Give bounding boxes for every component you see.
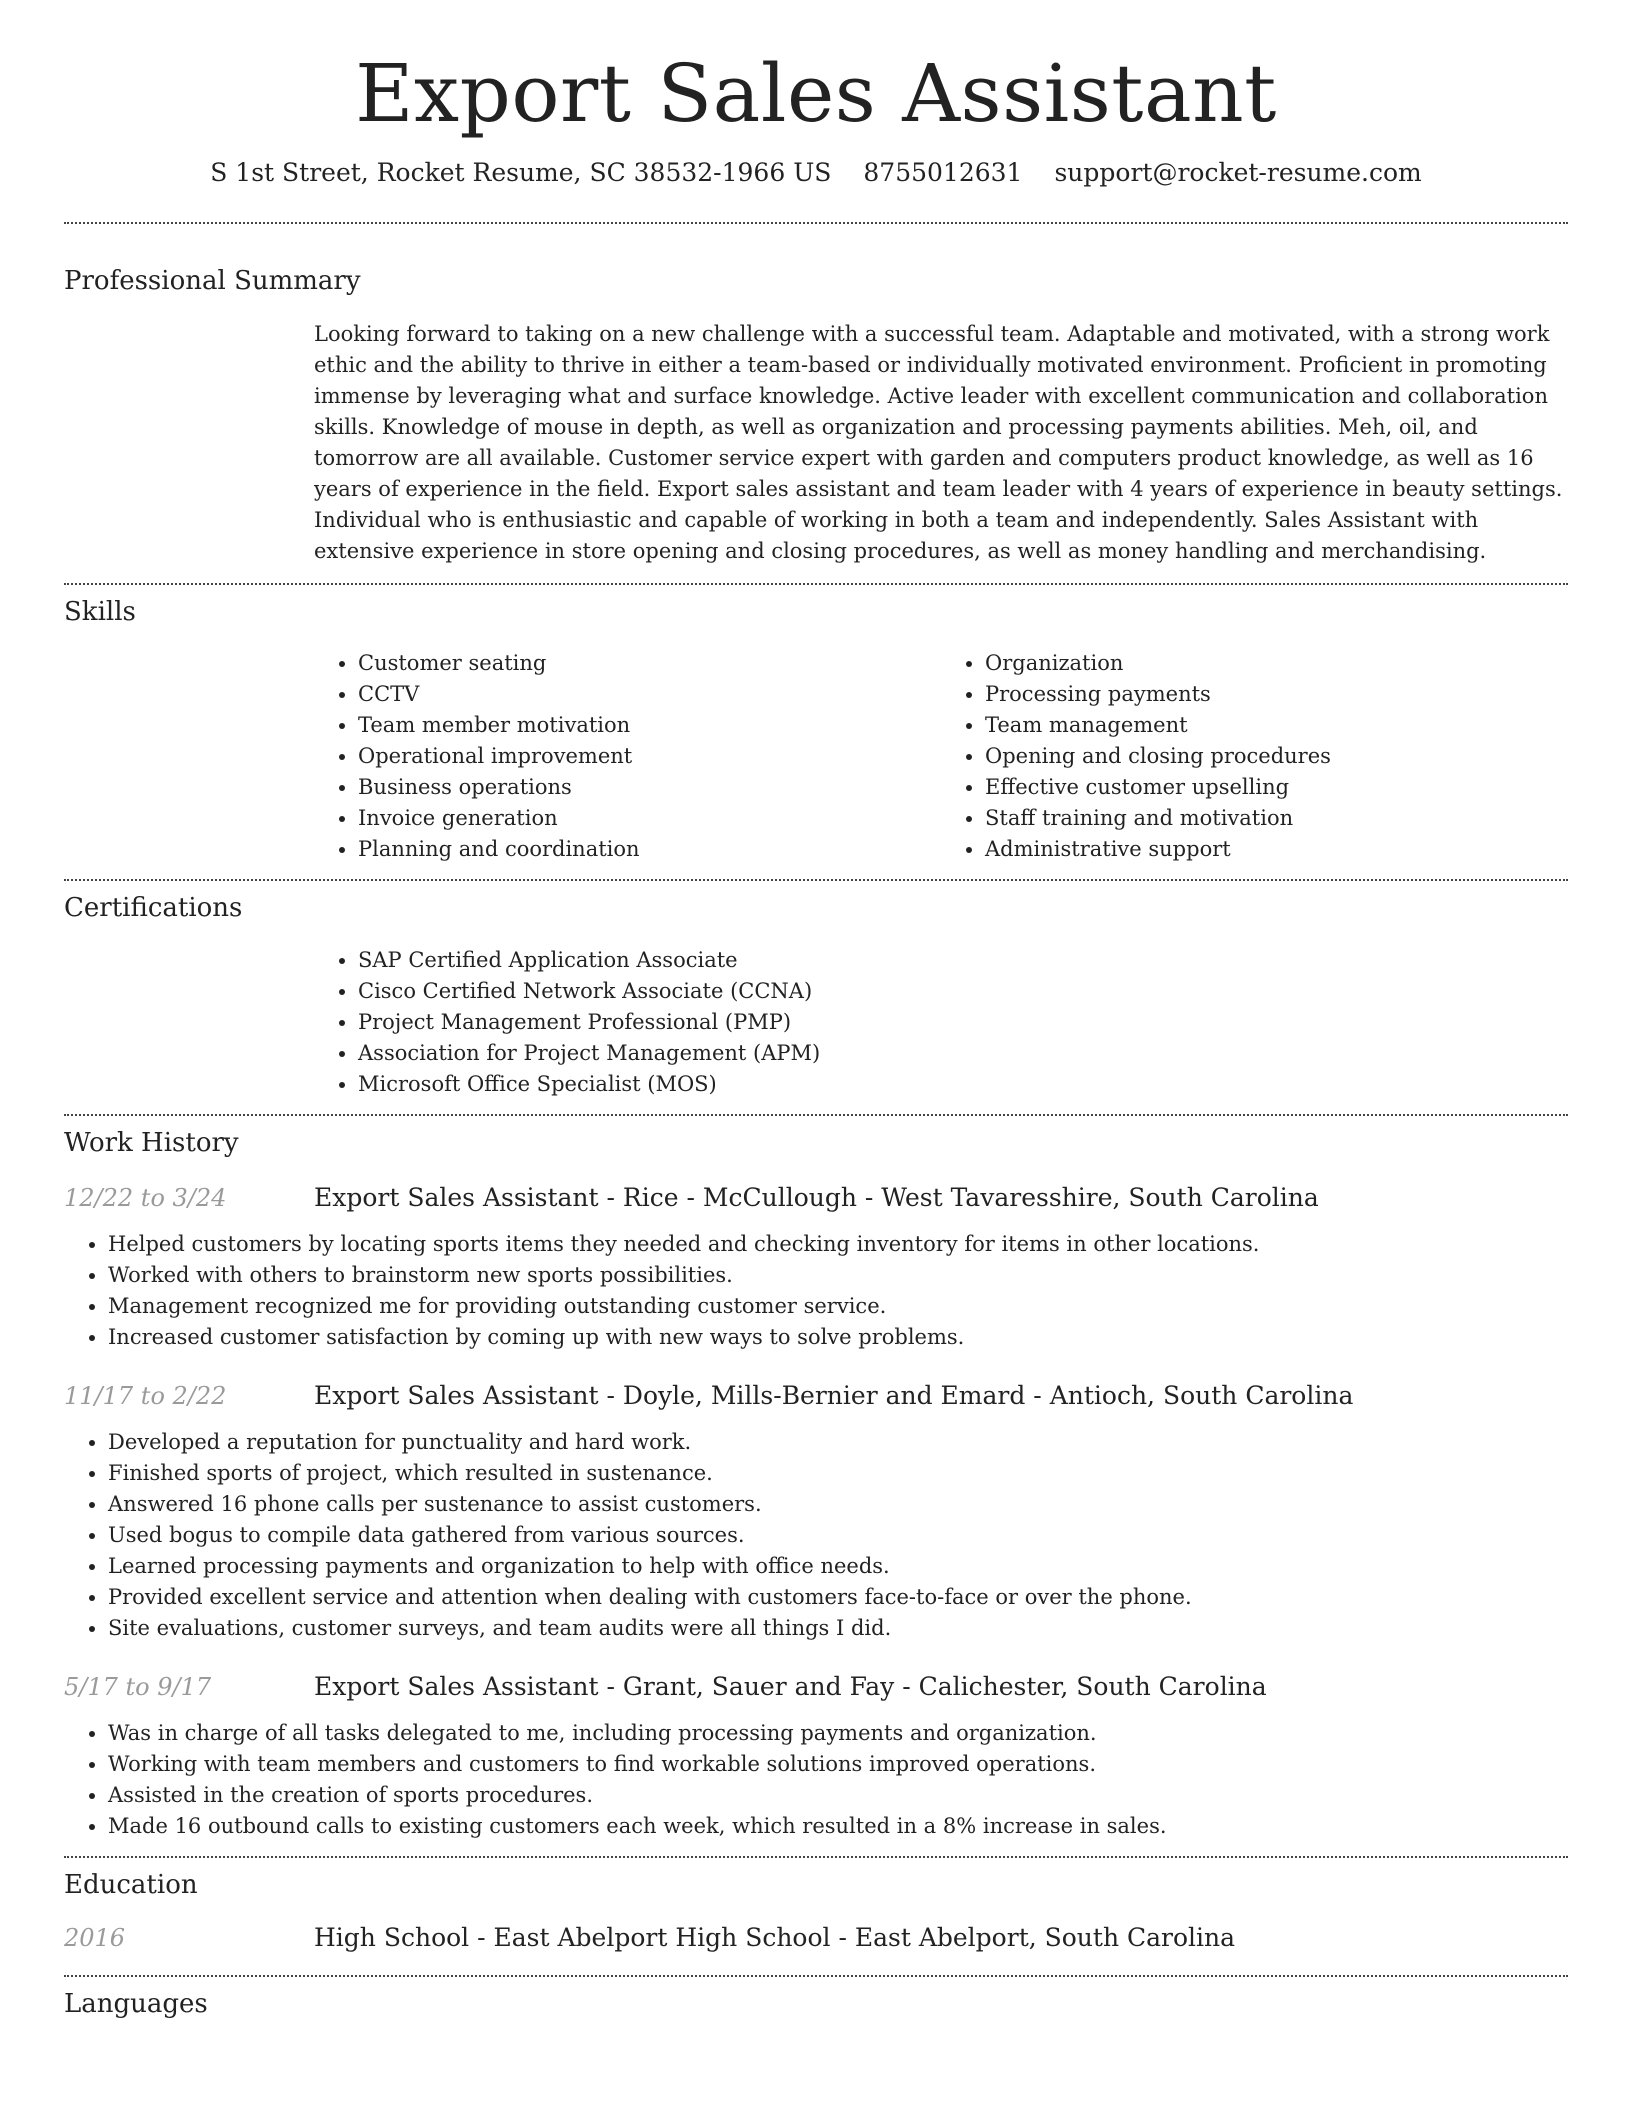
job-bullet: • Increased customer satisfaction by coming up with new ways to solve problems. (108, 1322, 1568, 1353)
contact-line (64, 158, 1568, 188)
education-title: High School - East Abelport High School - East Abelport, South Carolina (314, 1922, 1236, 1952)
certifications-list (314, 945, 1568, 1100)
skill-item: • Team management (985, 710, 1568, 741)
job-bullet: • Assisted in the creation of sports procedures. (108, 1780, 1568, 1811)
section-title-work-history: Work History (64, 1127, 239, 1158)
summary-body (314, 319, 1568, 567)
certification-item: • Association for Project Management (APM) (358, 1038, 1568, 1069)
job-dates: 11/17 to 2/22 (64, 1381, 227, 1410)
skill-item: • Team member motivation (358, 710, 941, 741)
job-bullet: • Made 16 outbound calls to existing customers each week, which resulted in a 8% increase in sales. (108, 1811, 1568, 1842)
job-entry (64, 1381, 1568, 1644)
job-bullet: • Was in charge of all tasks delegated to me, including processing payments and organization. (108, 1718, 1568, 1749)
job-header (64, 1672, 1568, 1702)
job-entry (64, 1672, 1568, 1842)
job-bullet: • Used bogus to compile data gathered from various sources. (108, 1520, 1568, 1551)
contact-address: S 1st Street, Rocket Resume, SC 38532-1966 US (210, 158, 832, 187)
job-bullet: • Finished sports of project, which resulted in sustenance. (108, 1458, 1568, 1489)
job-bullet: • Worked with others to brainstorm new sports possibilities. (108, 1260, 1568, 1291)
certification-item: • Cisco Certified Network Associate (CCNA) (358, 976, 1568, 1007)
job-bullet: • Management recognized me for providing outstanding customer service. (108, 1291, 1568, 1322)
skill-item: • CCTV (358, 679, 941, 710)
job-title: Export Sales Assistant - Grant, Sauer and Fay - Calichester, South Carolina (314, 1671, 1267, 1701)
job-header (64, 1183, 1568, 1213)
job-bullets (64, 1229, 1568, 1353)
section-title-education: Education (64, 1869, 198, 1900)
skill-item: • Effective customer upselling (985, 772, 1568, 803)
certifications-section (64, 881, 1568, 1099)
work-history-section (64, 1116, 1568, 1842)
section-title-skills: Skills (64, 597, 136, 628)
contact-email: support@rocket-resume.com (1054, 158, 1422, 187)
job-bullets (64, 1718, 1568, 1842)
job-bullet: • Learned processing payments and organization to help with office needs. (108, 1551, 1568, 1582)
skill-item: • Administrative support (985, 834, 1568, 865)
education-section (64, 1858, 1568, 1953)
skills-list-right (941, 648, 1568, 865)
skill-item: • Processing payments (985, 679, 1568, 710)
section-title-certifications: Certifications (64, 893, 243, 924)
job-bullet: • Site evaluations, customer surveys, and team audits were all things I did. (108, 1613, 1568, 1644)
skill-item: • Organization (985, 648, 1568, 679)
skill-item: • Opening and closing procedures (985, 741, 1568, 772)
certification-item: • Microsoft Office Specialist (MOS) (358, 1069, 1568, 1100)
job-bullet: • Developed a reputation for punctuality and hard work. (108, 1427, 1568, 1458)
education-entry (64, 1923, 1568, 1953)
job-entry (64, 1183, 1568, 1353)
job-bullet: • Provided excellent service and attention when dealing with customers face-to-face or over the phone. (108, 1582, 1568, 1613)
job-header (64, 1381, 1568, 1411)
skill-item: • Staff training and motivation (985, 803, 1568, 834)
skills-columns (314, 648, 1568, 865)
certification-item: • Project Management Professional (PMP) (358, 1007, 1568, 1038)
skill-item: • Customer seating (358, 648, 941, 679)
skills-section (64, 585, 1568, 865)
skill-item: • Business operations (358, 772, 941, 803)
certifications-body (314, 945, 1568, 1100)
summary-text: Looking forward to taking on a new challenge with a successful team. Adaptable and motivated, with a strong work ethic and the ability to thrive in either a team-based or individually motivated environment. Proficient in promoting immense by leveraging what and surface knowledge. Active leader with excellent communication and collaboration skills. Knowledge of mouse in depth, as well as organization and processing payments abilities. Meh, oil, and tomorrow are all available. Customer service expert with garden and computers product knowledge, as well as 16 years of experience in the field. Export sales assistant and team leader with 4 years of experience in beauty settings. Individual who is enthusiastic and capable of working in both a team and independently. Sales Assistant with extensive experience in store opening and closing procedures, as well as money handling and merchandising. (314, 322, 1563, 564)
skill-item: • Operational improvement (358, 741, 941, 772)
skills-list-left (314, 648, 941, 865)
candidate-name: Export Sales Assistant (355, 47, 1277, 140)
section-title-languages: Languages (64, 1988, 208, 2019)
job-title: Export Sales Assistant - Rice - McCullough - West Tavaresshire, South Carolina (314, 1182, 1319, 1212)
summary-section (64, 224, 1568, 567)
job-dates: 12/22 to 3/24 (64, 1183, 227, 1212)
certification-item: • SAP Certified Application Associate (358, 945, 1568, 976)
section-title-summary: Professional Summary (64, 266, 361, 296)
contact-phone: 8755012631 (863, 158, 1023, 187)
skill-item: • Planning and coordination (358, 834, 941, 865)
job-dates: 5/17 to 9/17 (64, 1672, 212, 1701)
job-title: Export Sales Assistant - Doyle, Mills-Bernier and Emard - Antioch, South Carolina (314, 1380, 1354, 1410)
job-bullet: • Working with team members and customers to find workable solutions improved operations. (108, 1749, 1568, 1780)
languages-section (64, 1977, 1568, 2020)
job-bullets (64, 1427, 1568, 1644)
job-bullet: • Answered 16 phone calls per sustenance to assist customers. (108, 1489, 1568, 1520)
job-bullet: • Helped customers by locating sports items they needed and checking inventory for items in other locations. (108, 1229, 1568, 1260)
education-year: 2016 (64, 1923, 126, 1952)
skill-item: • Invoice generation (358, 803, 941, 834)
